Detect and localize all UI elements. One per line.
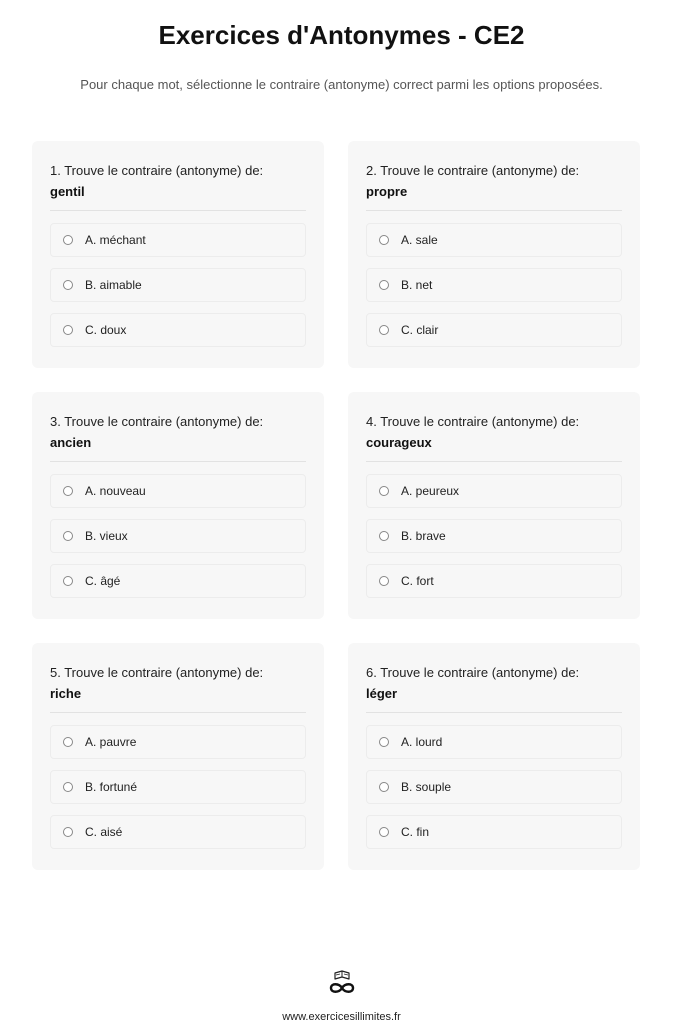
option-label: A. sale — [401, 233, 438, 247]
question-card — [348, 392, 640, 619]
option-label: A. méchant — [85, 233, 146, 247]
divider — [50, 712, 306, 713]
radio-button[interactable] — [63, 486, 73, 496]
answer-option[interactable] — [50, 770, 306, 804]
option-label: A. pauvre — [85, 735, 137, 749]
radio-button[interactable] — [63, 576, 73, 586]
question-word: gentil — [50, 184, 85, 199]
divider — [366, 210, 622, 211]
question-word: courageux — [366, 435, 432, 450]
radio-button[interactable] — [63, 737, 73, 747]
divider — [366, 461, 622, 462]
instructions: Pour chaque mot, sélectionne le contraire (antonyme) correct parmi les options proposées. — [80, 77, 603, 92]
answer-option[interactable] — [366, 815, 622, 849]
radio-button[interactable] — [379, 280, 389, 290]
radio-button[interactable] — [63, 235, 73, 245]
question-card — [32, 141, 324, 368]
page-title: Exercices d'Antonymes - CE2 — [158, 20, 525, 50]
option-label: C. âgé — [85, 574, 121, 588]
option-label: C. doux — [85, 323, 127, 337]
divider — [50, 461, 306, 462]
answer-option[interactable] — [366, 770, 622, 804]
divider — [366, 712, 622, 713]
radio-button[interactable] — [379, 827, 389, 837]
answer-option[interactable] — [366, 268, 622, 302]
question-prompt: 4. Trouve le contraire (antonyme) de: — [366, 414, 580, 429]
radio-button[interactable] — [63, 531, 73, 541]
option-label: B. brave — [401, 529, 446, 543]
option-label: C. clair — [401, 323, 439, 337]
footer — [0, 970, 683, 1023]
answer-option[interactable] — [50, 313, 306, 347]
answer-option[interactable] — [50, 815, 306, 849]
option-label: B. vieux — [85, 529, 128, 543]
option-label: B. souple — [401, 780, 452, 794]
option-label: A. lourd — [401, 735, 443, 749]
question-card — [32, 392, 324, 619]
radio-button[interactable] — [379, 531, 389, 541]
radio-button[interactable] — [379, 486, 389, 496]
divider — [50, 210, 306, 211]
answer-option[interactable] — [366, 564, 622, 598]
option-label: A. nouveau — [85, 484, 146, 498]
option-label: B. aimable — [85, 278, 142, 292]
question-prompt: 3. Trouve le contraire (antonyme) de: — [50, 414, 264, 429]
radio-button[interactable] — [63, 280, 73, 290]
option-label: B. fortuné — [85, 780, 138, 794]
answer-option[interactable] — [50, 223, 306, 257]
question-card — [348, 643, 640, 870]
radio-button[interactable] — [379, 235, 389, 245]
radio-button[interactable] — [63, 782, 73, 792]
answer-option[interactable] — [50, 519, 306, 553]
option-label: C. aisé — [85, 825, 123, 839]
answer-option[interactable] — [366, 519, 622, 553]
option-label: C. fort — [401, 574, 434, 588]
question-word: propre — [366, 184, 408, 199]
question-word: ancien — [50, 435, 92, 450]
answer-option[interactable] — [50, 725, 306, 759]
answer-option[interactable] — [366, 223, 622, 257]
question-word: riche — [50, 686, 82, 701]
option-label: A. peureux — [401, 484, 460, 498]
radio-button[interactable] — [379, 576, 389, 586]
option-label: B. net — [401, 278, 433, 292]
radio-button[interactable] — [379, 737, 389, 747]
question-card — [348, 141, 640, 368]
answer-option[interactable] — [366, 313, 622, 347]
answer-option[interactable] — [366, 725, 622, 759]
answer-option[interactable] — [366, 474, 622, 508]
radio-button[interactable] — [63, 325, 73, 335]
question-prompt: 6. Trouve le contraire (antonyme) de: — [366, 665, 580, 680]
answer-option[interactable] — [50, 474, 306, 508]
question-grid — [32, 141, 641, 870]
option-label: C. fin — [401, 825, 430, 839]
radio-button[interactable] — [63, 827, 73, 837]
question-prompt: 2. Trouve le contraire (antonyme) de: — [366, 163, 580, 178]
answer-option[interactable] — [50, 268, 306, 302]
question-prompt: 1. Trouve le contraire (antonyme) de: — [50, 163, 264, 178]
site-url[interactable]: www.exercicesillimites.fr — [282, 1011, 401, 1023]
answer-option[interactable] — [50, 564, 306, 598]
infinity-book-icon — [326, 970, 358, 998]
question-word: léger — [366, 686, 398, 701]
question-prompt: 5. Trouve le contraire (antonyme) de: — [50, 665, 264, 680]
radio-button[interactable] — [379, 782, 389, 792]
question-card — [32, 643, 324, 870]
radio-button[interactable] — [379, 325, 389, 335]
